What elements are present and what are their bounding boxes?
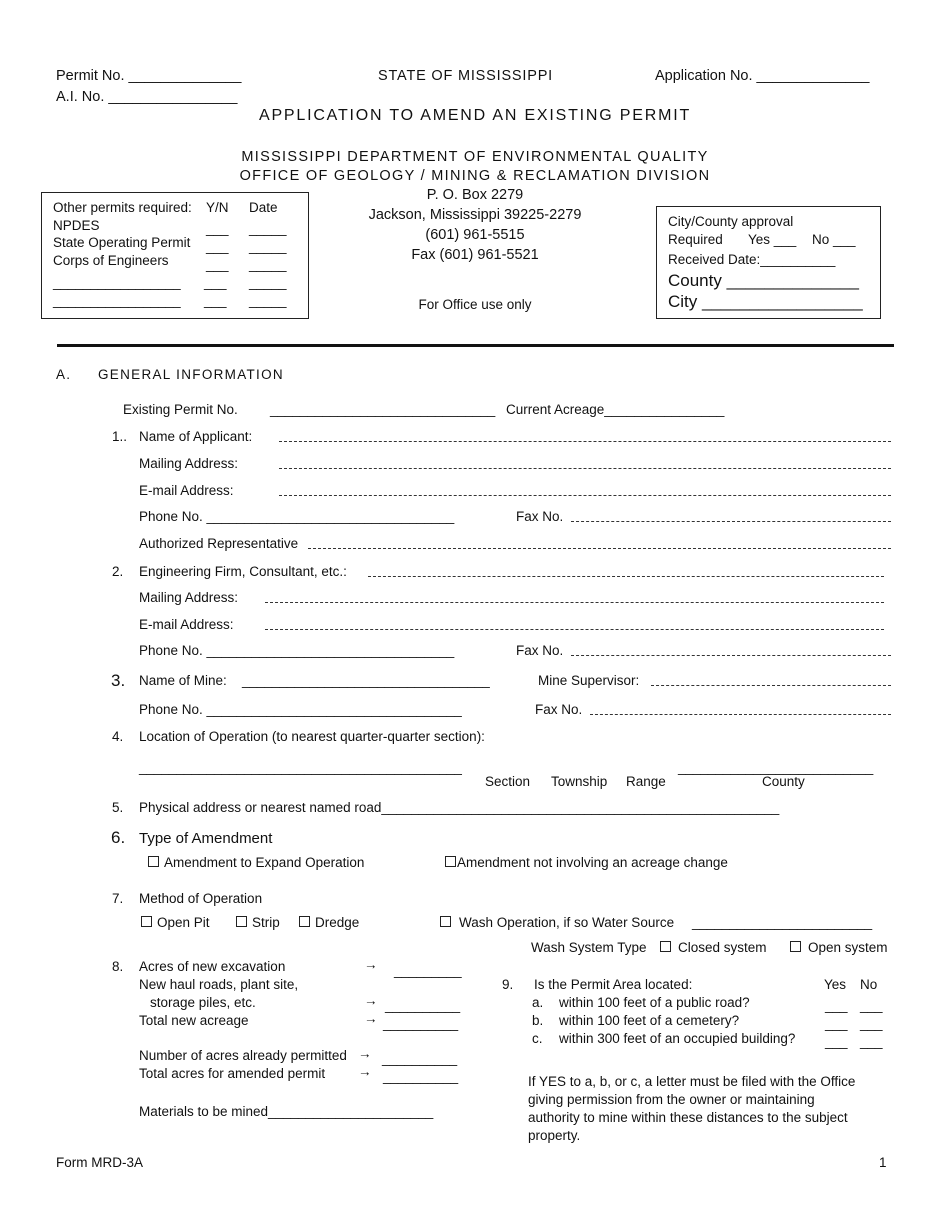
item-yes-input[interactable]: ___ (825, 1034, 848, 1049)
arrow-icon: → (364, 993, 378, 1008)
city-field[interactable]: City _________________ (668, 292, 863, 311)
haul-roads-label-1: New haul roads, plant site, (139, 977, 299, 992)
yes-note-line: If YES to a, b, or c, a letter must be filed with the Office (528, 1074, 856, 1089)
section-caption: Section (485, 774, 531, 789)
section-divider (57, 344, 894, 347)
permit-row-yn[interactable]: ___ (206, 221, 229, 236)
engineering-firm-label: Engineering Firm, Consultant, etc.: (139, 564, 347, 579)
already-permitted-label: Number of acres already permitted (139, 1048, 347, 1063)
total-new-acreage-label: Total new acreage (139, 1013, 249, 1028)
wash-system-label: Wash System Type (531, 940, 647, 955)
permit-row-yn[interactable]: ___ (206, 239, 229, 254)
arrow-icon: → (358, 1064, 372, 1079)
authorized-rep-label: Authorized Representative (139, 536, 299, 551)
q7-number: 7. (112, 891, 124, 906)
open-system-option[interactable] (790, 940, 888, 955)
open-system-label: Open system (808, 940, 888, 955)
firm-mailing-input[interactable] (265, 602, 884, 603)
yes-note-line: giving permission from the owner or maintaining (528, 1092, 815, 1107)
phone-number: (601) 961-5515 (425, 227, 525, 243)
other-permits-title: Other permits required: (53, 200, 192, 215)
physical-address-field[interactable]: Physical address or nearest named road_____________________________________________________ (139, 800, 780, 815)
item-text: within 300 feet of an occupied building? (559, 1031, 796, 1046)
method-open-pit[interactable] (141, 915, 210, 930)
applicant-mailing-input[interactable] (279, 468, 891, 469)
form-title: APPLICATION TO AMEND AN EXISTING PERMIT (258, 107, 692, 124)
item-no-input[interactable]: ___ (860, 998, 883, 1013)
q3-number: 3. (111, 671, 126, 690)
applicant-fax-label: Fax No. (516, 509, 564, 524)
permit-row-date[interactable]: _____ (249, 221, 287, 236)
q9-number: 9. (502, 977, 514, 992)
current-acreage-field[interactable]: Current Acreage________________ (506, 402, 725, 417)
city-county-title: City/County approval (668, 214, 794, 229)
yn-header: Y/N (206, 200, 229, 215)
option-no-acreage-change[interactable] (445, 855, 728, 870)
permit-row-label: NPDES (53, 218, 100, 233)
firm-phone-field[interactable]: Phone No. _________________________________ (139, 643, 455, 658)
office-name: OFFICE OF GEOLOGY / MINING & RECLAMATION DIVISION (239, 168, 711, 184)
city-zip: Jackson, Mississippi 39225-2279 (368, 207, 582, 223)
option-expand[interactable] (148, 855, 364, 870)
arrow-icon: → (364, 1011, 378, 1026)
location-input-county[interactable]: __________________________ (678, 760, 874, 775)
applicant-name-label: Name of Applicant: (139, 429, 253, 444)
item-yes-input[interactable]: ___ (825, 998, 848, 1013)
section-title: GENERAL INFORMATION (98, 367, 284, 382)
application-no-field[interactable]: Application No. ______________ (655, 68, 870, 84)
haul-roads-input[interactable]: __________ (385, 998, 461, 1013)
firm-fax-input[interactable] (571, 655, 891, 656)
required-label: Required (668, 232, 723, 247)
mine-name-label: Name of Mine: (139, 673, 227, 688)
haul-roads-label-2: storage piles, etc. (150, 995, 256, 1010)
ai-no-field[interactable]: A.I. No. ________________ (56, 89, 238, 105)
open-pit-label: Open Pit (157, 915, 210, 930)
mine-phone-field[interactable]: Phone No. __________________________________ (139, 702, 462, 717)
mine-name-input[interactable]: _________________________________ (242, 673, 490, 688)
form-id: Form MRD-3A (56, 1155, 143, 1170)
checkbox-icon[interactable] (445, 856, 456, 867)
firm-email-input[interactable] (265, 629, 884, 630)
amendment-type-label: Type of Amendment (139, 830, 273, 847)
yes-note-line: authority to mine within these distances to the subject (528, 1110, 848, 1125)
section-label: A. (56, 367, 72, 382)
po-box: P. O. Box 2279 (426, 187, 524, 203)
option-expand-label: Amendment to Expand Operation (164, 855, 365, 870)
materials-mined-field[interactable]: Materials to be mined______________________ (139, 1104, 434, 1119)
water-source-input[interactable]: ________________________ (692, 915, 873, 930)
dredge-label: Dredge (315, 915, 360, 930)
county-caption: County (762, 774, 805, 789)
no-header: No (860, 977, 878, 992)
yes-header: Yes (824, 977, 847, 992)
q8-number: 8. (112, 959, 124, 974)
arrow-icon: → (358, 1046, 372, 1061)
permit-row-date[interactable]: _____ (249, 239, 287, 254)
item-text: within 100 feet of a cemetery? (559, 1013, 740, 1028)
item-letter: c. (532, 1031, 543, 1046)
total-new-acreage-input[interactable]: __________ (383, 1016, 459, 1031)
location-label: Location of Operation (to nearest quarter-quarter section): (139, 729, 485, 744)
method-dredge[interactable] (299, 915, 359, 930)
applicant-phone-field[interactable]: Phone No. _________________________________ (139, 509, 455, 524)
mine-supervisor-label: Mine Supervisor: (538, 673, 640, 688)
strip-label: Strip (252, 915, 280, 930)
authorized-rep-input[interactable] (308, 548, 891, 549)
item-text: within 100 feet of a public road? (559, 995, 750, 1010)
township-caption: Township (551, 774, 608, 789)
q5-number: 5. (112, 800, 124, 815)
required-yes[interactable]: Yes ___ (748, 232, 797, 247)
permit-row-yn[interactable]: ___ (204, 275, 227, 290)
checkbox-icon[interactable] (660, 941, 671, 952)
applicant-email-input[interactable] (279, 495, 891, 496)
applicant-mailing-label: Mailing Address: (139, 456, 239, 471)
permit-row-label: Corps of Engineers (53, 253, 169, 268)
existing-permit-input[interactable]: ______________________________ (270, 402, 496, 417)
permit-row-date[interactable]: _____ (249, 293, 287, 308)
permit-row-label[interactable]: _________________ (53, 293, 181, 308)
new-excavation-label: Acres of new excavation (139, 959, 286, 974)
q4-number: 4. (112, 729, 124, 744)
received-date-field[interactable]: Received Date:__________ (668, 252, 836, 267)
closed-system-option[interactable] (660, 940, 767, 955)
range-caption: Range (626, 774, 666, 789)
existing-permit-label: Existing Permit No. (123, 402, 238, 417)
yes-note-line: property. (528, 1128, 581, 1143)
item-letter: b. (532, 1013, 544, 1028)
permit-row-label[interactable]: _________________ (53, 275, 181, 290)
page-number: 1 (879, 1155, 887, 1170)
arrow-icon: → (364, 957, 378, 972)
method-label: Method of Operation (139, 891, 263, 906)
state-name: STATE OF MISSISSIPPI (378, 68, 553, 84)
permit-row-yn[interactable]: ___ (204, 293, 227, 308)
already-permitted-input[interactable]: __________ (382, 1051, 458, 1066)
checkbox-icon[interactable] (299, 916, 310, 927)
new-excavation-input[interactable]: _________ (394, 963, 462, 978)
mine-supervisor-input[interactable] (651, 685, 891, 686)
checkbox-icon[interactable] (148, 856, 159, 867)
checkbox-icon[interactable] (790, 941, 801, 952)
applicant-email-label: E-mail Address: (139, 483, 234, 498)
q2-number: 2. (112, 564, 124, 579)
applicant-name-input[interactable] (279, 441, 891, 442)
dept-name: MISSISSIPPI DEPARTMENT OF ENVIRONMENTAL QUALITY (241, 149, 709, 165)
method-strip[interactable] (236, 915, 280, 930)
checkbox-icon[interactable] (141, 916, 152, 927)
location-input-left[interactable]: ___________________________________________ (139, 760, 462, 775)
checkbox-icon[interactable] (440, 916, 451, 927)
engineering-firm-input[interactable] (368, 576, 884, 577)
wash-label: Wash Operation, if so Water Source (459, 915, 675, 930)
required-no[interactable]: No ___ (812, 232, 856, 247)
total-amended-input[interactable]: __________ (383, 1069, 459, 1084)
permit-area-question: Is the Permit Area located: (534, 977, 693, 992)
permit-row-date[interactable]: _____ (249, 257, 287, 272)
item-letter: a. (532, 995, 544, 1010)
option-no-acreage-label: Amendment not involving an acreage change (457, 855, 728, 870)
total-amended-label: Total acres for amended permit (139, 1066, 326, 1081)
mine-fax-label: Fax No. (535, 702, 583, 717)
method-wash[interactable] (440, 915, 674, 930)
checkbox-icon[interactable] (236, 916, 247, 927)
permit-row-date[interactable]: _____ (249, 275, 287, 290)
item-no-input[interactable]: ___ (860, 1016, 883, 1031)
item-yes-input[interactable]: ___ (825, 1016, 848, 1031)
firm-mailing-label: Mailing Address: (139, 590, 239, 605)
item-no-input[interactable]: ___ (860, 1034, 883, 1049)
q6-number: 6. (111, 828, 126, 847)
closed-system-label: Closed system (678, 940, 767, 955)
firm-email-label: E-mail Address: (139, 617, 234, 632)
applicant-fax-input[interactable] (571, 521, 891, 522)
permit-row-yn[interactable]: ___ (206, 257, 229, 272)
office-use-label: For Office use only (418, 297, 532, 312)
permit-no-field[interactable]: Permit No. ______________ (56, 68, 242, 84)
firm-fax-label: Fax No. (516, 643, 564, 658)
fax-number: Fax (601) 961-5521 (411, 247, 539, 263)
date-header: Date (249, 200, 278, 215)
permit-row-label: State Operating Permit (53, 235, 191, 250)
q1-number: 1.. (112, 429, 128, 444)
mine-fax-input[interactable] (590, 714, 891, 715)
county-field[interactable]: County ______________ (668, 271, 859, 290)
